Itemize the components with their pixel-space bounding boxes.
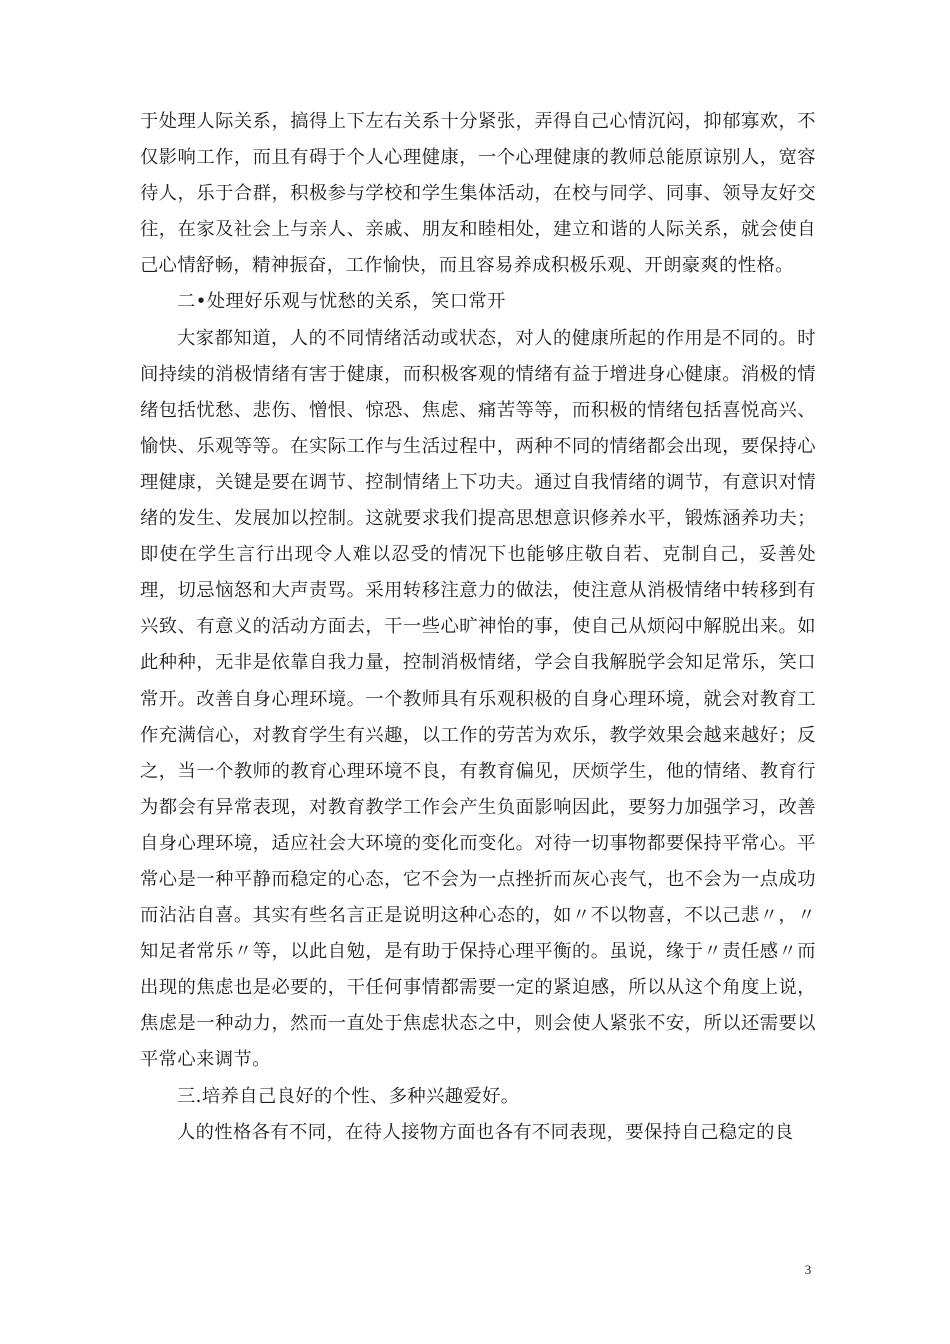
paragraph-emotions: 大家都知道，人的不同情绪活动或状态，对人的健康所起的作用是不同的。时间持续的消极情绪有害于健康，而积极客观的情绪有益于增进身心健康。消极的情绪包括忧愁、悲伤、憎恨、惊恐、焦虑、痛苦等等，而积极的情绪包括喜悦高兴、愉快、乐观等等。在实际工作与生活过程中，两种不同的情绪都会出现，要保持心理健康，关键是要在调节、控制情绪上下功夫。通过自我情绪的调节，有意识对情绪的发生、发展加以控制。这就要求我们提高思想意识修养水平，锻炼涵养功夫；即使在学生言行出现令人难以忍受的情况下也能够庄敬自若、克制自己，妥善处理，切忌恼怒和大声责骂。采用转移注意力的做法，使注意从消极情绪中转移到有兴致、有意义的活动方面去，干一些心旷神怡的事，使自己从烦闷中解脱出来。如此种种，无非是依靠自我力量，控制消极情绪，学会自我解脱学会知足常乐，笑口常开。改善自身心理环境。一个教师具有乐观积极的自身心理环境，就会对教育工作充满信心，对教育学生有兴趣，以工作的劳苦为欢乐，教学效果会越来越好；反之，当一个教师的教育心理环境不良，有教育偏见，厌烦学生，他的情绪、教育行为都会有异常表现，对教育教学工作会产生负面影响因此，要努力加强学习，改善自身心理环境，适应社会大环境的变化而变化。对待一切事物都要保持平常心。平常心是一种平静而稳定的心态，它不会为一点挫折而灰心丧气，也不会为一点成功而沾沾自喜。其实有些名言正是说明这种心态的，如〃不以物喜，不以己悲〃，〃知足者常乐〃等，以此自勉，是有助于保持心理平衡的。虽说，缘于〃责任感〃而出现的焦虑也是必要的，干任何事情都需要一定的紧迫感，所以从这个角度上说，焦虑是一种动力，然而一直处于焦虑状态之中，则会使人紧张不安，所以还需要以平常心来调节。 bbox=[140, 327, 816, 1071]
paragraph-interpersonal-relations: 于处理人际关系，搞得上下左右关系十分紧张，弄得自己心情沉闷，抑郁寡欢，不仅影响工作，而且有碍于个人心理健康，一个心理健康的教师总能原谅别人，宽容待人，乐于合群，积极参与学校和学生集体活动，在校与同学、同事、领导友好交往，在家及社会上与亲人、亲戚、朋友和睦相处，建立和谐的人际关系，就会使自己心情舒畅，精神振奋，工作愉快，而且容易养成积极乐观、开朗豪爽的性格。 bbox=[140, 111, 816, 277]
page-number: 3 bbox=[804, 1262, 812, 1277]
section-heading-optimism: 二•处理好乐观与忧愁的关系，笑口常开 bbox=[177, 291, 506, 313]
body-text bbox=[140, 104, 816, 1151]
section-heading-personality: 三.培养自己良好的个性、多种兴趣爱好。 bbox=[177, 1085, 520, 1107]
paragraph-personality: 人的性格各有不同，在待人接物方面也各有不同表现，要保持自己稳定的良 bbox=[177, 1121, 794, 1143]
